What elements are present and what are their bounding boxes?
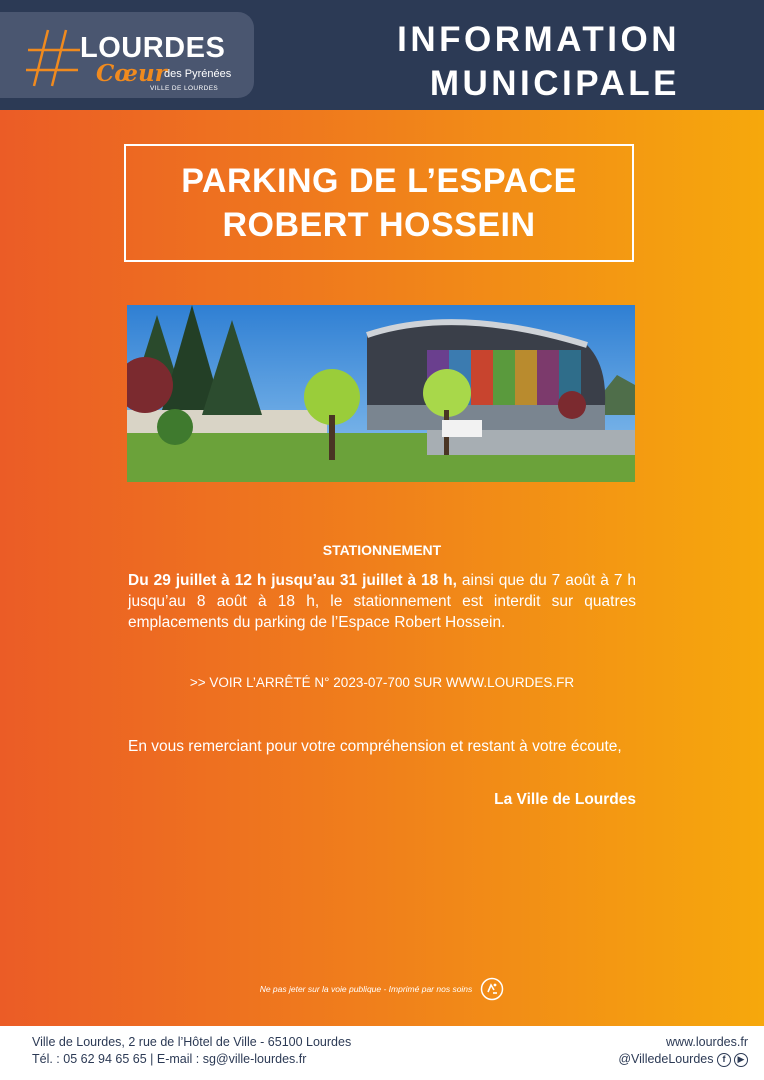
footer-phone-email[interactable]: Tél. : 05 62 94 65 65 | E-mail : sg@ville-lourdes.fr [32,1052,307,1066]
notice-paragraph [128,570,636,633]
section-heading: STATIONNEMENT [322,542,442,558]
logo-script: Cœur [96,60,167,87]
city-logo[interactable] [0,12,254,98]
header-banner [0,0,764,110]
page-heading [260,18,680,106]
footer-contact [32,1034,351,1068]
youtube-icon[interactable]: ▶ [734,1053,748,1067]
notice-details: ainsi que du 7 août à 7 h jusqu’au 8 août à 18 h, le stationnement est interdit sur quatres emplacements du parking de l’Espace Robert Hossein. [128,572,636,631]
notice-dates: Du 29 juillet à 12 h jusqu’au 31 juillet à 18 h, [128,572,457,589]
social-handle[interactable]: @VilledeLourdes [618,1052,714,1066]
hash-logo-icon [26,26,82,90]
heading-line-2: MUNICIPALE [429,64,680,103]
footer [0,1026,764,1080]
thanks-text: En vous remerciant pour votre compréhension et restant à votre écoute, [128,738,622,755]
heading-line-1: INFORMATION [397,20,680,59]
facebook-icon[interactable]: f [717,1053,731,1067]
notice-title-line-1: PARKING DE L’ESPACE [181,162,577,200]
logo-subline: VILLE DE LOURDES [150,85,219,92]
disclaimer-text: Ne pas jeter sur la voie publique - Imprimé par nos soins [259,984,473,994]
disclaimer [0,977,764,1001]
notice-title [181,159,577,247]
notice-title-box [124,144,634,262]
notice-body [0,110,764,1026]
signature: La Ville de Lourdes [494,791,636,808]
logo-wordmark: LOURDES [80,32,226,64]
website-link[interactable]: www.lourdes.fr [666,1035,748,1049]
recycle-icon [480,977,504,1001]
footer-address: Ville de Lourdes, 2 rue de l’Hôtel de Ville - 65100 Lourdes [32,1035,352,1049]
social-row [618,1051,748,1068]
logo-tagline: des Pyrénées [164,68,232,80]
venue-photo [127,305,635,482]
notice-title-line-2: ROBERT HOSSEIN [222,206,536,244]
decree-link[interactable]: >> VOIR L’ARRÊTÉ N° 2023-07-700 SUR WWW.LOURDES.FR [189,675,575,690]
footer-links [618,1034,748,1068]
